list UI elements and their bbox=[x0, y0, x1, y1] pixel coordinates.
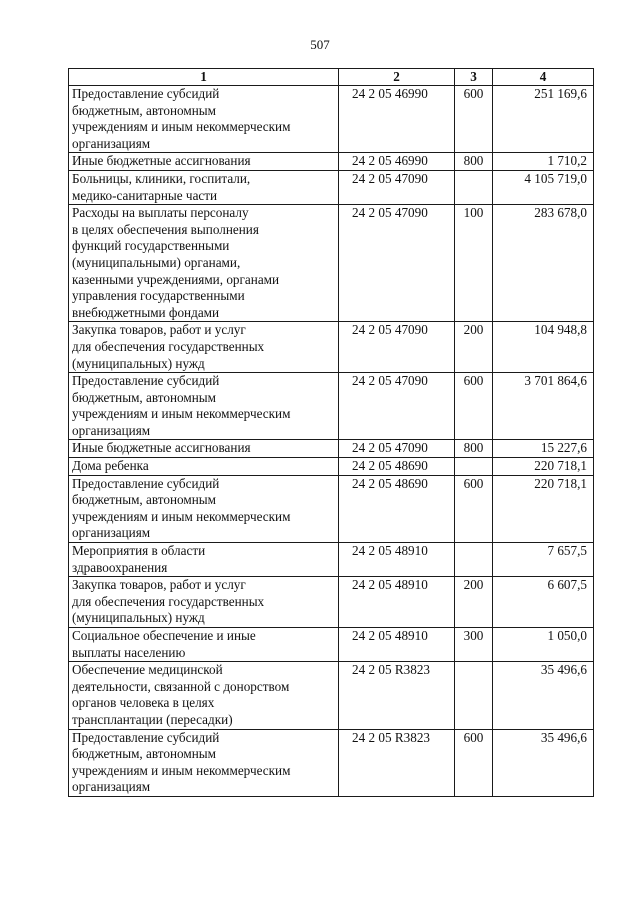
row-name-cell: Предоставление субсидий бюджетным, автономным учреждениям и иным некоммерческим организациям bbox=[69, 86, 339, 153]
row-code-cell: 24 2 05 47090 bbox=[339, 440, 455, 458]
row-name-cell: Закупка товаров, работ и услуг для обеспечения государственных (муниципальных) нужд bbox=[69, 577, 339, 628]
table-row bbox=[69, 628, 594, 662]
row-amount-cell: 4 105 719,0 bbox=[493, 170, 594, 204]
row-code-cell: 24 2 05 46990 bbox=[339, 153, 455, 171]
row-amount-cell: 283 678,0 bbox=[493, 205, 594, 322]
row-code-cell: 24 2 05 48690 bbox=[339, 475, 455, 542]
row-code-cell: 24 2 05 48910 bbox=[339, 628, 455, 662]
row-amount-cell: 7 657,5 bbox=[493, 543, 594, 577]
row-code-cell: 24 2 05 47090 bbox=[339, 373, 455, 440]
row-code-cell: 24 2 05 47090 bbox=[339, 205, 455, 322]
row-amount-cell: 1 050,0 bbox=[493, 628, 594, 662]
header-col-1: 1 bbox=[69, 69, 339, 86]
row-code-cell: 24 2 05 48910 bbox=[339, 543, 455, 577]
row-name-cell: Расходы на выплаты персоналу в целях обеспечения выполнения функций государственными (муниципальными) органами, казенными учреждениями, органами управления государственными внебюджетными фондами bbox=[69, 205, 339, 322]
table-row bbox=[69, 475, 594, 542]
table-row bbox=[69, 729, 594, 796]
row-kind-cell: 600 bbox=[455, 475, 493, 542]
table-row bbox=[69, 153, 594, 171]
table-row bbox=[69, 543, 594, 577]
row-amount-cell: 6 607,5 bbox=[493, 577, 594, 628]
row-kind-cell bbox=[455, 170, 493, 204]
row-name-cell: Социальное обеспечение и иные выплаты населению bbox=[69, 628, 339, 662]
table-header bbox=[69, 69, 594, 86]
row-code-cell: 24 2 05 47090 bbox=[339, 322, 455, 373]
row-amount-cell: 35 496,6 bbox=[493, 662, 594, 729]
row-code-cell: 24 2 05 R3823 bbox=[339, 729, 455, 796]
row-kind-cell: 100 bbox=[455, 205, 493, 322]
table-row bbox=[69, 662, 594, 729]
table-row bbox=[69, 205, 594, 322]
row-kind-cell: 200 bbox=[455, 322, 493, 373]
table-row bbox=[69, 86, 594, 153]
header-row bbox=[69, 69, 594, 86]
row-kind-cell bbox=[455, 662, 493, 729]
row-kind-cell: 800 bbox=[455, 153, 493, 171]
row-name-cell: Иные бюджетные ассигнования bbox=[69, 153, 339, 171]
row-kind-cell: 600 bbox=[455, 729, 493, 796]
row-code-cell: 24 2 05 R3823 bbox=[339, 662, 455, 729]
table-row bbox=[69, 440, 594, 458]
row-name-cell: Мероприятия в области здравоохранения bbox=[69, 543, 339, 577]
row-code-cell: 24 2 05 46990 bbox=[339, 86, 455, 153]
budget-table bbox=[68, 68, 594, 797]
row-amount-cell: 35 496,6 bbox=[493, 729, 594, 796]
header-col-3: 3 bbox=[455, 69, 493, 86]
table-body bbox=[69, 86, 594, 797]
row-kind-cell: 200 bbox=[455, 577, 493, 628]
row-name-cell: Предоставление субсидий бюджетным, автономным учреждениям и иным некоммерческим организациям bbox=[69, 373, 339, 440]
row-amount-cell: 104 948,8 bbox=[493, 322, 594, 373]
row-kind-cell: 800 bbox=[455, 440, 493, 458]
row-amount-cell: 3 701 864,6 bbox=[493, 373, 594, 440]
row-kind-cell: 600 bbox=[455, 373, 493, 440]
row-kind-cell bbox=[455, 543, 493, 577]
row-code-cell: 24 2 05 47090 bbox=[339, 170, 455, 204]
row-amount-cell: 15 227,6 bbox=[493, 440, 594, 458]
row-name-cell: Предоставление субсидий бюджетным, автономным учреждениям и иным некоммерческим организациям bbox=[69, 729, 339, 796]
row-amount-cell: 220 718,1 bbox=[493, 475, 594, 542]
row-amount-cell: 251 169,6 bbox=[493, 86, 594, 153]
row-amount-cell: 1 710,2 bbox=[493, 153, 594, 171]
table-row bbox=[69, 577, 594, 628]
page-number: 507 bbox=[310, 37, 330, 52]
row-name-cell: Обеспечение медицинской деятельности, связанной с донорством органов человека в целях трансплантации (пересадки) bbox=[69, 662, 339, 729]
row-name-cell: Иные бюджетные ассигнования bbox=[69, 440, 339, 458]
row-kind-cell bbox=[455, 458, 493, 476]
table-row bbox=[69, 322, 594, 373]
table-row bbox=[69, 373, 594, 440]
row-code-cell: 24 2 05 48910 bbox=[339, 577, 455, 628]
row-name-cell: Предоставление субсидий бюджетным, автономным учреждениям и иным некоммерческим организациям bbox=[69, 475, 339, 542]
row-amount-cell: 220 718,1 bbox=[493, 458, 594, 476]
table-row bbox=[69, 458, 594, 476]
row-kind-cell: 300 bbox=[455, 628, 493, 662]
header-col-4: 4 bbox=[493, 69, 594, 86]
table-row bbox=[69, 170, 594, 204]
row-name-cell: Дома ребенка bbox=[69, 458, 339, 476]
row-name-cell: Закупка товаров, работ и услуг для обеспечения государственных (муниципальных) нужд bbox=[69, 322, 339, 373]
header-col-2: 2 bbox=[339, 69, 455, 86]
row-kind-cell: 600 bbox=[455, 86, 493, 153]
row-code-cell: 24 2 05 48690 bbox=[339, 458, 455, 476]
row-name-cell: Больницы, клиники, госпитали, медико-санитарные части bbox=[69, 170, 339, 204]
